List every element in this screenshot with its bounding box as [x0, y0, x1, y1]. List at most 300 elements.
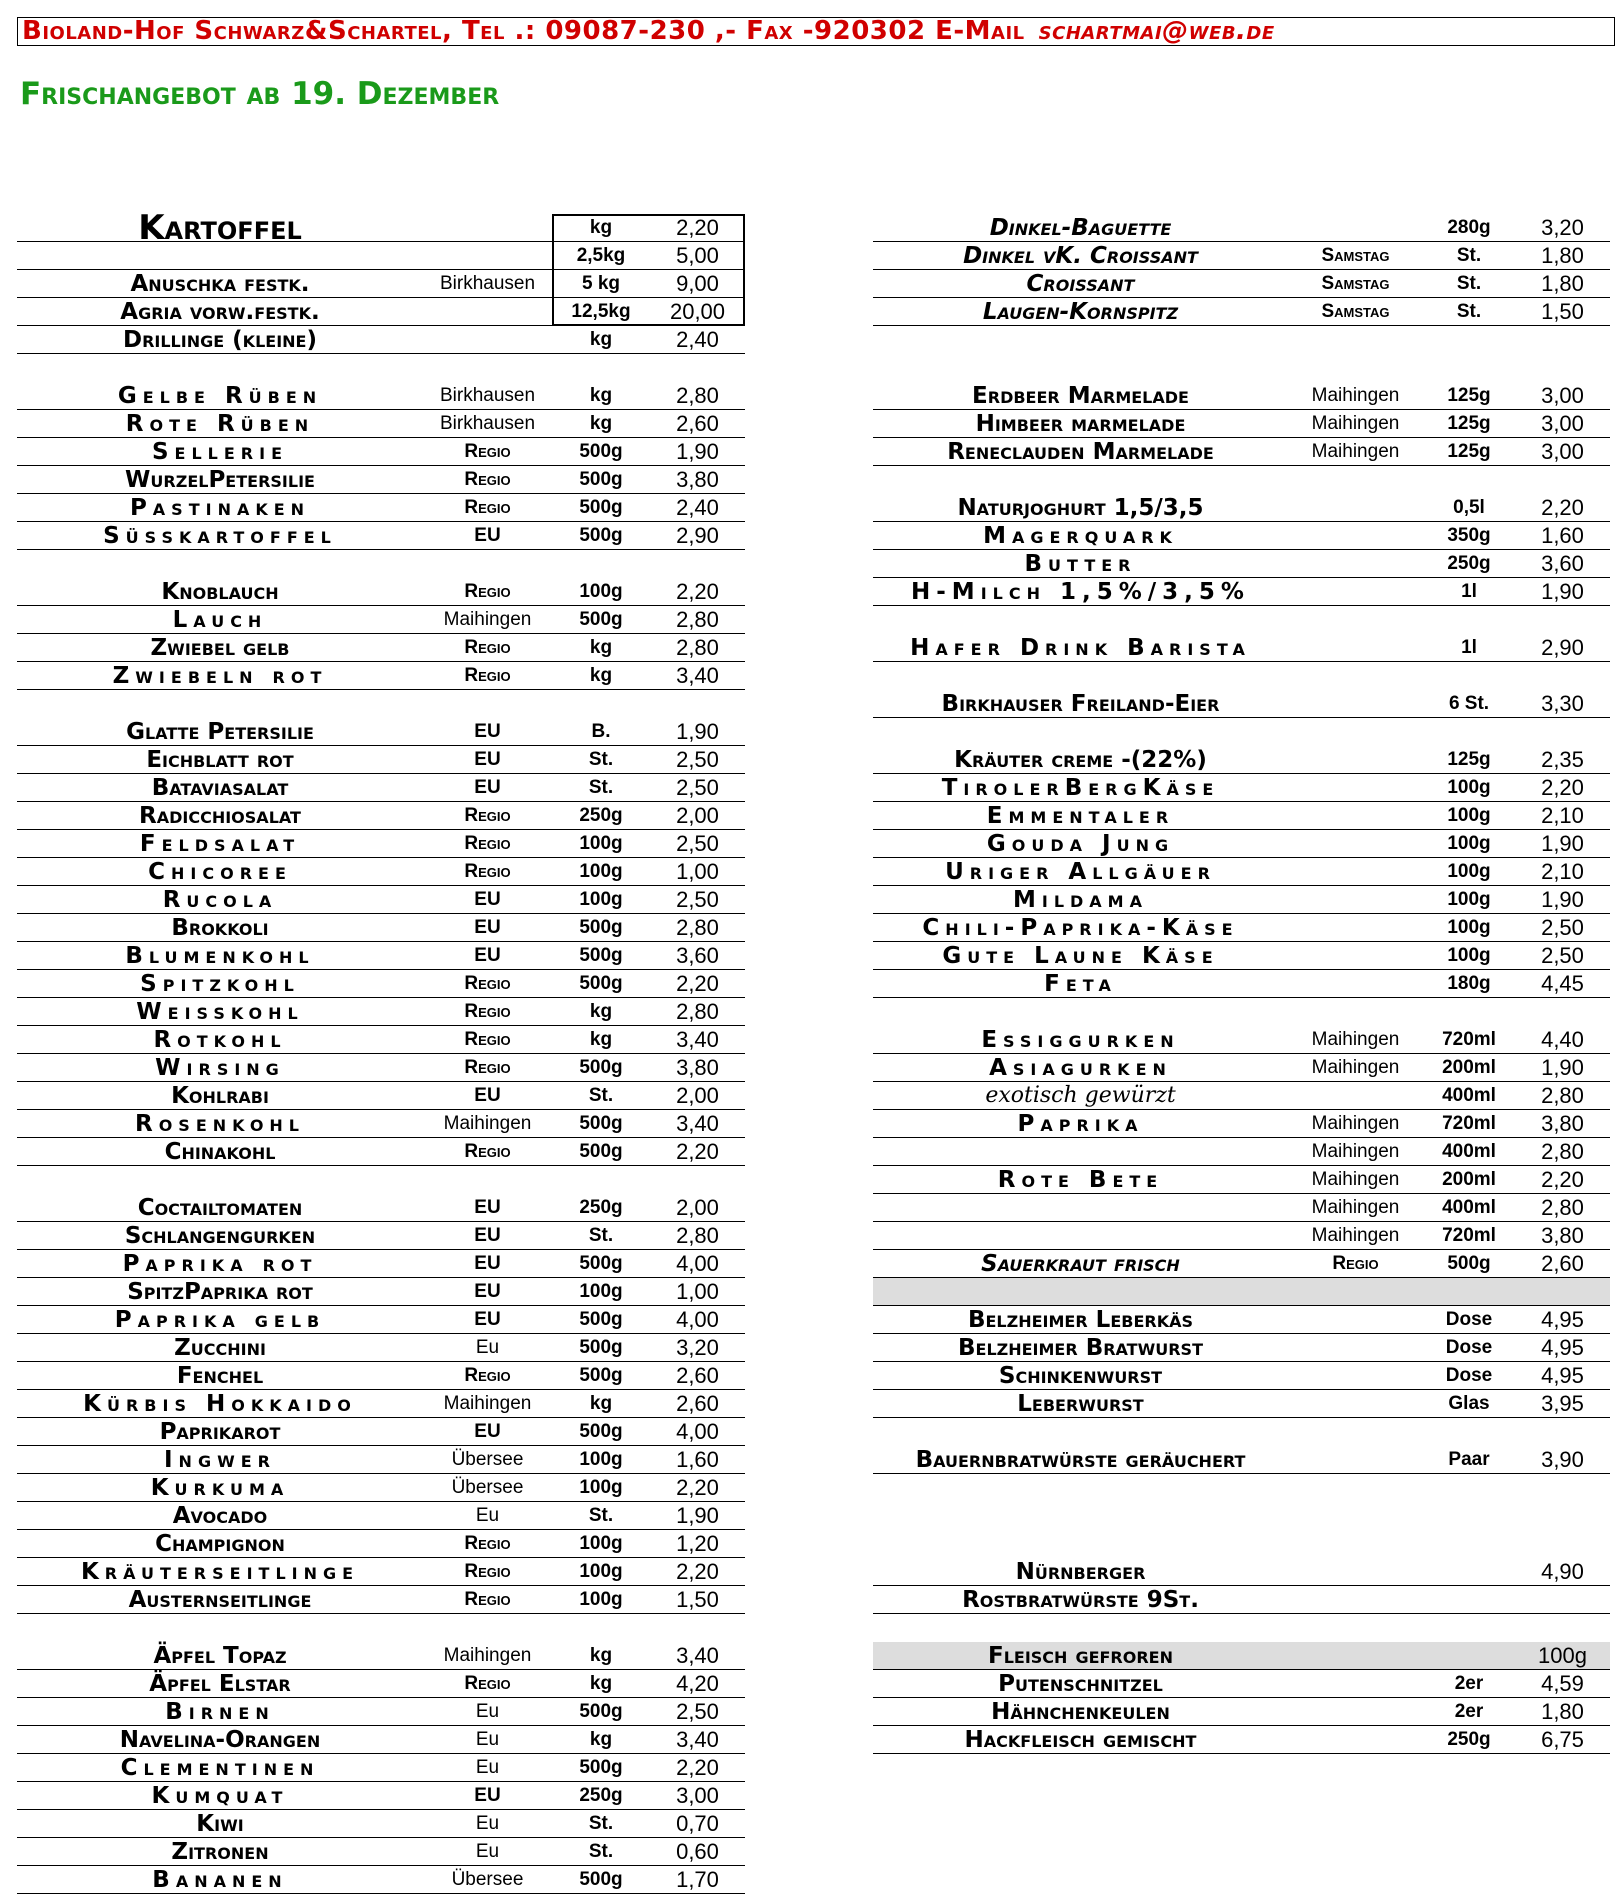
price-row: [17, 718, 745, 746]
price-row: [17, 1110, 745, 1138]
item-unit: 720ml: [1442, 1224, 1496, 1246]
item-origin: Maihingen: [1311, 1224, 1400, 1246]
item-name: Champignon: [155, 1530, 285, 1557]
item-unit: 100g: [1447, 916, 1491, 938]
price-row: [873, 1698, 1610, 1726]
item-origin: EU: [474, 748, 501, 770]
price-row: [17, 1698, 745, 1726]
item-unit: Paar: [1448, 1448, 1490, 1470]
item-price: 4,00: [676, 1250, 719, 1276]
price-row: [17, 858, 745, 886]
item-unit: kg: [589, 384, 613, 406]
item-origin: Maihingen: [443, 1112, 532, 1134]
price-row: [17, 382, 745, 410]
item-name: Paprika rot: [122, 1250, 318, 1277]
item-unit: 5 kg: [581, 272, 621, 294]
item-origin: EU: [474, 944, 501, 966]
item-unit: 500g: [579, 1420, 623, 1442]
item-name: Agria vorw.festk.: [120, 298, 320, 325]
price-row: [17, 662, 745, 690]
item-name: Knoblauch: [161, 578, 279, 605]
item-origin: [1288, 1278, 1423, 1306]
item-unit: Dose: [1445, 1336, 1493, 1358]
item-origin: [423, 326, 552, 354]
item-price: 2,80: [676, 606, 719, 632]
item-price: 3,80: [676, 1054, 719, 1080]
item-name: Chili-Paprika-Käse: [922, 914, 1239, 941]
price-row: [17, 1222, 745, 1250]
item-unit: 400ml: [1442, 1140, 1496, 1162]
item-origin: Regio: [464, 1056, 511, 1078]
item-unit: 350g: [1447, 524, 1491, 546]
item-name: TirolerBergKäse: [941, 774, 1220, 801]
item-unit: 500g: [579, 1056, 623, 1078]
item-name: [17, 242, 423, 270]
item-price: 1,80: [1541, 1698, 1584, 1724]
price-row: [17, 298, 745, 326]
item-origin: [1288, 942, 1423, 970]
item-price: 0,70: [676, 1810, 719, 1836]
item-origin: EU: [474, 1784, 501, 1806]
item-unit: 100g: [579, 860, 623, 882]
item-origin: Regio: [464, 468, 511, 490]
item-price: 1,60: [1541, 522, 1584, 548]
item-origin: Regio: [464, 1532, 511, 1554]
item-name: Spitzkohl: [140, 970, 300, 997]
item-name: Belzheimer Bratwurst: [957, 1334, 1203, 1361]
item-unit: 500g: [579, 440, 623, 462]
item-unit: 250g: [579, 804, 623, 826]
item-origin: [1288, 774, 1423, 802]
item-unit: 500g: [579, 972, 623, 994]
item-origin: Maihingen: [443, 1644, 532, 1666]
price-row: [873, 1390, 1610, 1418]
item-name: Bataviasalat: [151, 774, 289, 801]
item-origin: Regio: [1332, 1252, 1379, 1274]
item-name: Nürnberger: [1015, 1558, 1146, 1585]
item-price: 1,70: [676, 1866, 719, 1892]
item-price: [1515, 1278, 1610, 1306]
item-origin: [1288, 634, 1423, 662]
price-row: [17, 914, 745, 942]
item-name: Bauernbratwürste geräuchert: [915, 1446, 1246, 1473]
item-unit: 500g: [579, 1140, 623, 1162]
item-price: 2,80: [676, 382, 719, 408]
price-row: [873, 1446, 1610, 1474]
item-price: 4,59: [1541, 1670, 1584, 1696]
item-origin: Maihingen: [1311, 1196, 1400, 1218]
price-row: [17, 494, 745, 522]
price-row: [17, 1446, 745, 1474]
item-origin: Regio: [464, 860, 511, 882]
item-name: H-Milch 1,5%/3,5%: [911, 578, 1250, 605]
item-origin: [1288, 830, 1423, 858]
item-price: 1,20: [676, 1530, 719, 1556]
item-origin: Übersee: [451, 1448, 524, 1470]
price-row: [17, 1334, 745, 1362]
price-row: [873, 1222, 1610, 1250]
item-price: 3,40: [676, 662, 719, 688]
item-origin: EU: [474, 1420, 501, 1442]
price-row: [873, 1110, 1610, 1138]
price-row: [17, 830, 745, 858]
price-row: [17, 466, 745, 494]
item-unit: Dose: [1445, 1364, 1493, 1386]
item-unit: 125g: [1447, 440, 1491, 462]
item-name: Zwiebel gelb: [150, 634, 290, 661]
item-name: Birnen: [165, 1698, 275, 1725]
item-unit: kg: [589, 216, 613, 238]
item-unit: 100g: [579, 1588, 623, 1610]
item-origin: [1288, 1334, 1423, 1362]
item-price: 2,20: [676, 1138, 719, 1164]
item-origin: Maihingen: [1311, 412, 1400, 434]
item-unit: St.: [588, 1504, 614, 1526]
item-unit: 200ml: [1442, 1168, 1496, 1190]
item-unit: 100g: [579, 1532, 623, 1554]
item-origin: Regio: [464, 972, 511, 994]
item-price: 2,10: [1541, 858, 1584, 884]
item-unit: kg: [589, 1728, 613, 1750]
item-origin: [423, 298, 552, 326]
item-origin: Übersee: [451, 1868, 524, 1890]
item-price: 2,80: [676, 914, 719, 940]
item-unit: St.: [1456, 300, 1482, 322]
price-row: [17, 578, 745, 606]
item-price: 2,50: [1541, 914, 1584, 940]
item-name: exotisch gewürzt: [985, 1082, 1176, 1108]
price-row: [17, 1250, 745, 1278]
item-unit: 100g: [579, 1476, 623, 1498]
price-row: [873, 410, 1610, 438]
item-unit: 0,5l: [1453, 496, 1485, 518]
item-origin: Regio: [464, 440, 511, 462]
item-name: Zitronen: [171, 1838, 269, 1865]
item-price: 2,20: [1541, 494, 1584, 520]
item-origin: EU: [474, 1308, 501, 1330]
item-name: Rote Bete: [997, 1166, 1164, 1193]
item-price: 2,90: [1541, 634, 1584, 660]
item-origin: Regio: [464, 1000, 511, 1022]
item-unit: St.: [588, 1812, 614, 1834]
item-name: Paprikarot: [159, 1418, 281, 1445]
price-row: [17, 1810, 745, 1838]
price-row: [17, 207, 745, 248]
item-price: 4,20: [676, 1670, 719, 1696]
item-origin: Regio: [464, 1560, 511, 1582]
item-price: 2,60: [676, 1390, 719, 1416]
item-origin: Birkhausen: [439, 272, 536, 294]
price-row: [873, 382, 1610, 410]
item-origin: [1288, 970, 1423, 998]
item-unit: 500g: [579, 1308, 623, 1330]
item-price: 3,00: [1541, 438, 1584, 464]
item-name: Glatte Petersilie: [126, 718, 314, 745]
item-name: Reneclauden Marmelade: [947, 438, 1214, 465]
price-row: [873, 1278, 1610, 1306]
price-row: [17, 1866, 745, 1894]
item-origin: EU: [474, 916, 501, 938]
item-unit: St.: [588, 748, 614, 770]
price-row: [17, 1502, 745, 1530]
item-name: Essiggurken: [981, 1026, 1180, 1053]
item-price: 2,10: [1541, 802, 1584, 828]
item-origin: EU: [474, 1252, 501, 1274]
item-name: Rote Rüben: [125, 410, 315, 437]
item-origin: EU: [474, 1196, 501, 1218]
item-price: 2,20: [676, 1474, 719, 1500]
item-name: Uriger Allgäuer: [945, 858, 1216, 885]
item-price: 4,00: [676, 1418, 719, 1444]
price-row: [17, 1054, 745, 1082]
item-price: 2,40: [676, 494, 719, 520]
item-origin: [1288, 1558, 1423, 1586]
item-unit: 500g: [579, 1336, 623, 1358]
price-row: [873, 1586, 1610, 1614]
item-name: Süsskartoffel: [103, 522, 337, 549]
item-price: 20,00: [669, 298, 726, 324]
item-price: 4,95: [1541, 1362, 1584, 1388]
price-row: [17, 1530, 745, 1558]
item-unit: 1l: [1461, 580, 1477, 602]
item-price: 3,40: [676, 1110, 719, 1136]
price-row: [17, 522, 745, 550]
item-price: 2,50: [1541, 942, 1584, 968]
item-price: 2,40: [676, 326, 719, 352]
item-name: Butter: [1024, 550, 1137, 577]
item-name: Brokkoli: [171, 914, 269, 941]
item-name: Sellerie: [151, 438, 289, 465]
item-unit: 400ml: [1442, 1196, 1496, 1218]
item-unit: St.: [1456, 244, 1482, 266]
item-unit: 125g: [1447, 384, 1491, 406]
item-name: Laugen-Kornspitz: [982, 298, 1179, 325]
item-name: Coctailtomaten: [137, 1194, 303, 1221]
item-unit: 500g: [579, 1112, 623, 1134]
item-origin: [423, 214, 552, 242]
item-origin: [1288, 1642, 1423, 1670]
item-origin: Samstag: [1321, 300, 1390, 322]
item-unit: St.: [1456, 272, 1482, 294]
item-origin: [1288, 690, 1423, 718]
item-name: Eichblatt rot: [146, 746, 294, 773]
item-price: 3,40: [676, 1642, 719, 1668]
item-name: Dinkel-Baguette: [989, 214, 1172, 241]
item-name: Putenschnitzel: [998, 1670, 1163, 1697]
item-origin: Samstag: [1321, 244, 1390, 266]
price-row: [17, 1306, 745, 1334]
item-unit: 100g: [1447, 832, 1491, 854]
item-price: 4,40: [1541, 1026, 1584, 1052]
item-origin: Regio: [464, 664, 511, 686]
item-price: 3,40: [676, 1026, 719, 1052]
item-name: Schinkenwurst: [998, 1362, 1163, 1389]
item-name: Austernseitlinge: [128, 1586, 312, 1613]
price-row: [17, 1278, 745, 1306]
item-unit: kg: [589, 664, 613, 686]
item-price: 1,90: [1541, 886, 1584, 912]
item-name: Dinkel vK. Croissant: [963, 242, 1198, 269]
price-row: [17, 270, 745, 298]
item-unit: kg: [589, 1392, 613, 1414]
item-name: Belzheimer Leberkäs: [967, 1306, 1194, 1333]
price-row: [17, 1194, 745, 1222]
item-price: 2,50: [676, 774, 719, 800]
price-row: [17, 746, 745, 774]
item-name: Feldsalat: [139, 830, 301, 857]
item-origin: Regio: [464, 496, 511, 518]
item-unit: 100g: [579, 1280, 623, 1302]
item-unit: St.: [588, 776, 614, 798]
item-price: 1,50: [1541, 298, 1584, 324]
price-row: [873, 1082, 1610, 1110]
item-price: 3,00: [676, 1782, 719, 1808]
item-price: 2,50: [676, 886, 719, 912]
price-row: [873, 942, 1610, 970]
item-origin: EU: [474, 1224, 501, 1246]
item-name: Weisskohl: [136, 998, 304, 1025]
item-origin: Maihingen: [443, 608, 532, 630]
item-price: 1,90: [676, 438, 719, 464]
item-price: 2,00: [676, 1194, 719, 1220]
price-row: [17, 1138, 745, 1166]
item-origin: [1288, 1698, 1423, 1726]
item-name: Rucola: [162, 886, 278, 913]
price-row: [873, 1194, 1610, 1222]
price-row: [17, 1362, 745, 1390]
item-origin: EU: [474, 524, 501, 546]
item-unit: Glas: [1448, 1392, 1490, 1414]
item-name: Birkhauser Freiland-Eier: [941, 690, 1220, 717]
item-unit: [1423, 1278, 1515, 1306]
item-origin: Regio: [464, 1364, 511, 1386]
item-origin: [423, 242, 552, 270]
item-name: Pastinaken: [129, 494, 311, 521]
item-price: 2,60: [1541, 1250, 1584, 1276]
page-title: Frischangebot ab 19. Dezember: [20, 76, 500, 112]
item-name: Asiagurken: [989, 1054, 1172, 1081]
item-unit: 100g: [579, 580, 623, 602]
item-name: Magerquark: [983, 522, 1178, 549]
price-row: [873, 914, 1610, 942]
item-unit: 12,5kg: [571, 300, 631, 322]
item-unit: kg: [589, 1028, 613, 1050]
item-name: Drillinge (kleine): [123, 326, 317, 353]
item-name: Avocado: [172, 1502, 268, 1529]
item-name: Kurkuma: [150, 1474, 290, 1501]
price-row: [873, 438, 1610, 466]
price-row: [17, 1754, 745, 1782]
item-price: 2,90: [676, 522, 719, 548]
item-name: Hackfleisch gemischt: [964, 1726, 1197, 1753]
item-unit: 100g: [579, 1448, 623, 1470]
item-unit: 2er: [1454, 1700, 1484, 1722]
price-row: [873, 1670, 1610, 1698]
item-name: Rostbratwürste 9St.: [962, 1586, 1199, 1613]
item-price: 2,80: [676, 998, 719, 1024]
item-name: Hafer Drink Barista: [910, 634, 1251, 661]
item-origin: Eu: [475, 1504, 500, 1526]
price-row: [873, 1558, 1610, 1586]
item-name: Hähnchenkeulen: [991, 1698, 1170, 1725]
price-row: [873, 1138, 1610, 1166]
price-row: [17, 410, 745, 438]
item-unit: 100g: [1447, 860, 1491, 882]
price-row: [17, 634, 745, 662]
item-unit: [1423, 1642, 1515, 1670]
item-name: Chinakohl: [164, 1138, 276, 1165]
item-price: 1,90: [676, 718, 719, 744]
item-price: 3,80: [1541, 1110, 1584, 1136]
item-price: 3,40: [676, 1726, 719, 1752]
item-price: 2,50: [676, 830, 719, 856]
item-name: Lauch: [172, 606, 268, 633]
item-unit: St.: [588, 1224, 614, 1246]
item-origin: Maihingen: [1311, 440, 1400, 462]
item-origin: Maihingen: [1311, 1140, 1400, 1162]
item-name: [873, 1138, 1288, 1166]
price-row: [873, 1334, 1610, 1362]
item-origin: Eu: [475, 1700, 500, 1722]
price-row: [873, 1250, 1610, 1278]
item-name: Zwiebeln rot: [112, 662, 328, 689]
price-row: [17, 1586, 745, 1614]
item-origin: Eu: [475, 1812, 500, 1834]
item-origin: [1288, 746, 1423, 774]
item-name: Wirsing: [155, 1054, 285, 1081]
item-name: Fenchel: [176, 1362, 264, 1389]
item-unit: 280g: [1447, 216, 1491, 238]
item-unit: kg: [589, 328, 613, 350]
item-unit: 125g: [1447, 748, 1491, 770]
item-price: 2,80: [676, 634, 719, 660]
item-price: 2,35: [1541, 746, 1584, 772]
email-link[interactable]: schartmai@web.de: [1038, 16, 1275, 46]
item-name: Gouda Jung: [986, 830, 1175, 857]
item-price: 2,20: [1541, 774, 1584, 800]
item-origin: Eu: [475, 1756, 500, 1778]
item-price: 3,80: [1541, 1222, 1584, 1248]
item-unit: 500g: [579, 468, 623, 490]
item-origin: Eu: [475, 1840, 500, 1862]
item-price: 0,60: [676, 1838, 719, 1864]
item-unit: 125g: [1447, 412, 1491, 434]
item-price: 2,00: [676, 1082, 719, 1108]
item-origin: Regio: [464, 580, 511, 602]
price-row: [873, 886, 1610, 914]
item-origin: EU: [474, 1280, 501, 1302]
item-origin: [1288, 1082, 1423, 1110]
item-name: Paprika: [1017, 1110, 1144, 1137]
item-name: Blumenkohl: [125, 942, 315, 969]
price-row: [17, 1642, 745, 1670]
price-row: [873, 802, 1610, 830]
item-origin: Regio: [464, 804, 511, 826]
item-price: 1,60: [676, 1446, 719, 1472]
item-origin: Übersee: [451, 1476, 524, 1498]
item-price: 2,20: [676, 1558, 719, 1584]
item-price: 3,80: [676, 466, 719, 492]
item-price: 4,90: [1541, 1558, 1584, 1584]
item-name: Kartoffel: [138, 207, 302, 248]
price-row: [17, 970, 745, 998]
item-price: 3,20: [1541, 214, 1584, 240]
item-name: Kohlrabi: [171, 1082, 269, 1109]
price-row: [17, 606, 745, 634]
price-row: [873, 970, 1610, 998]
item-unit: St.: [588, 1084, 614, 1106]
item-unit: St.: [588, 1840, 614, 1862]
